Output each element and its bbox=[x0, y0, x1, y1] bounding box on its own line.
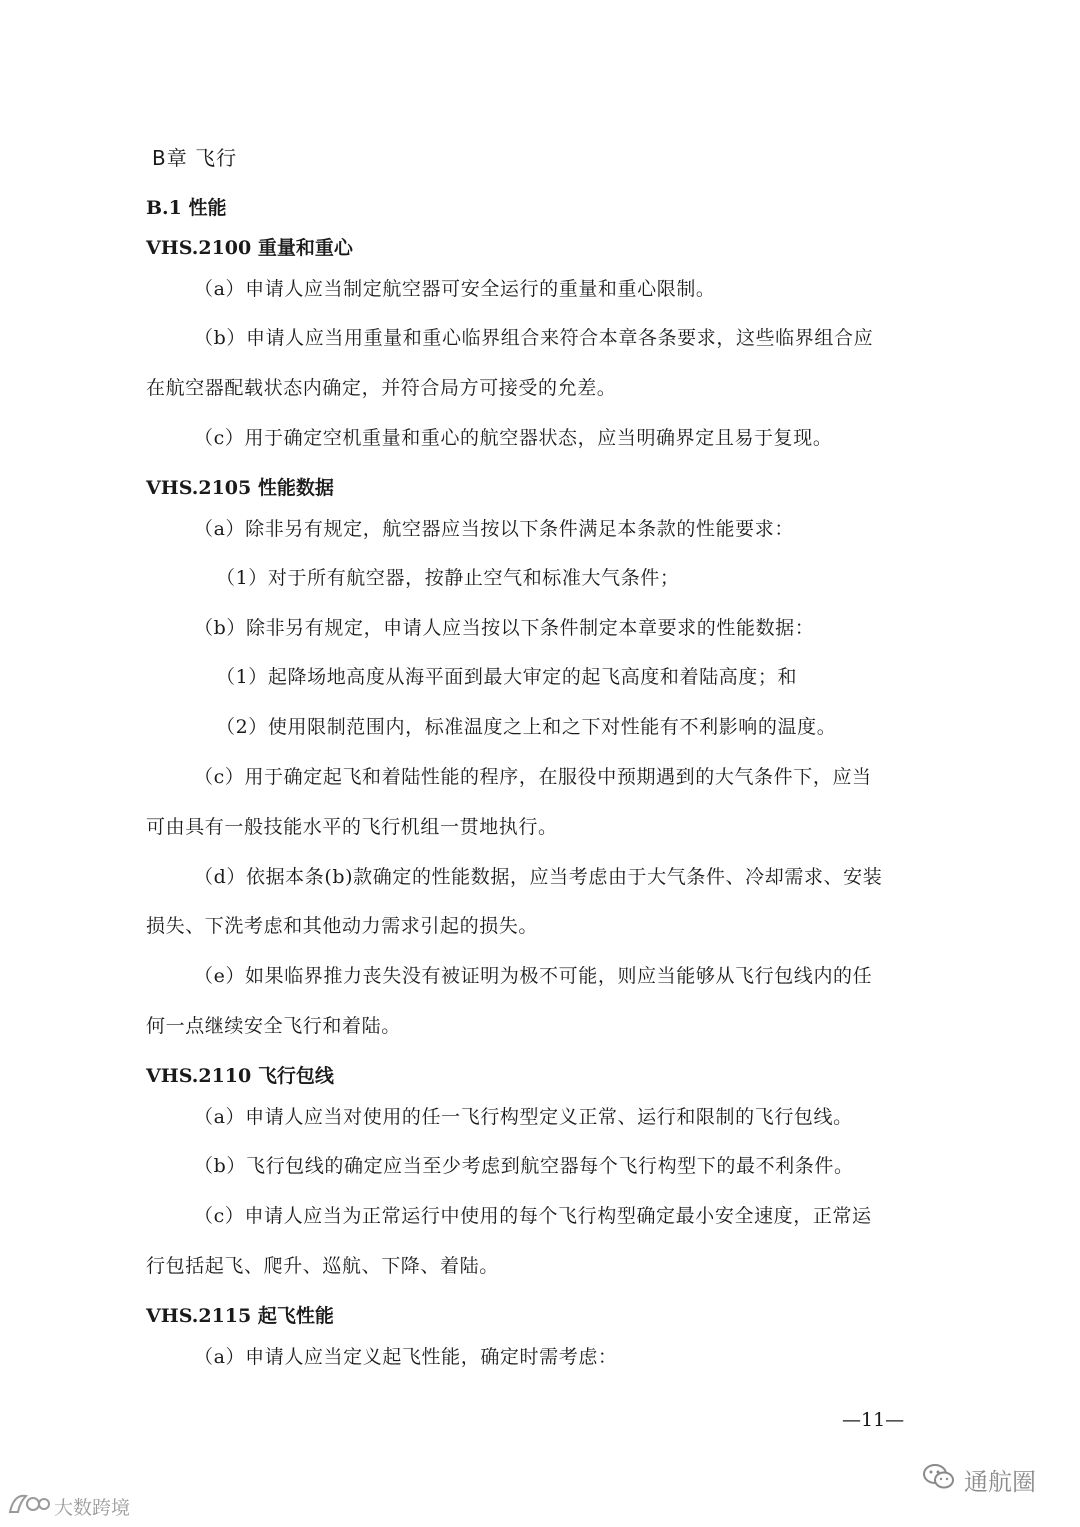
paragraph: （a）申请人应当定义起飞性能，确定时需考虑： bbox=[194, 1346, 618, 1368]
sub-item: （1）对于所有航空器，按静止空气和标准大气条件； bbox=[216, 567, 680, 589]
wechat-icon bbox=[922, 1463, 956, 1497]
sub-item: （1）起降场地高度从海平面到最大审定的起飞高度和着陆高度；和 bbox=[216, 666, 798, 688]
watermark-right-text: 通航圈 bbox=[964, 1468, 1036, 1496]
page-number: —11— bbox=[842, 1409, 905, 1431]
paragraph: （a）除非另有规定，航空器应当按以下条件满足本条款的性能要求： bbox=[194, 518, 794, 540]
paragraph-continuation: 行包括起飞、爬升、巡航、下降、着陆。 bbox=[146, 1255, 499, 1277]
clause-heading: VHS.2105 性能数据 bbox=[146, 477, 334, 499]
clause-heading: VHS.2115 起飞性能 bbox=[146, 1305, 334, 1327]
watermark-right bbox=[922, 1462, 1036, 1497]
brand-logo-icon bbox=[6, 1490, 50, 1523]
paragraph: （b）申请人应当用重量和重心临界组合来符合本章各条要求，这些临界组合应 bbox=[194, 327, 874, 349]
paragraph: （b）飞行包线的确定应当至少考虑到航空器每个飞行构型下的最不利条件。 bbox=[194, 1155, 854, 1177]
paragraph: （c）申请人应当为正常运行中使用的每个飞行构型确定最小安全速度，正常运 bbox=[194, 1205, 872, 1227]
paragraph-continuation: 可由具有一般技能水平的飞行机组一贯地执行。 bbox=[146, 816, 558, 838]
clause-heading: VHS.2100 重量和重心 bbox=[146, 237, 353, 259]
paragraph: （c）用于确定空机重量和重心的航空器状态，应当明确界定且易于复现。 bbox=[194, 427, 833, 449]
paragraph-continuation: 损失、下洗考虑和其他动力需求引起的损失。 bbox=[146, 915, 539, 937]
paragraph: （c）用于确定起飞和着陆性能的程序，在服役中预期遇到的大气条件下，应当 bbox=[194, 766, 872, 788]
paragraph: （d）依据本条(b)款确定的性能数据，应当考虑由于大气条件、冷却需求、安装 bbox=[194, 866, 883, 888]
clause-heading: VHS.2110 飞行包线 bbox=[146, 1065, 334, 1087]
paragraph: （b）除非另有规定，申请人应当按以下条件制定本章要求的性能数据： bbox=[194, 617, 815, 639]
paragraph: （a）申请人应当制定航空器可安全运行的重量和重心限制。 bbox=[194, 278, 716, 300]
chapter-title: B章 飞行 bbox=[152, 146, 238, 170]
paragraph-continuation: 在航空器配载状态内确定，并符合局方可接受的允差。 bbox=[146, 377, 617, 399]
paragraph: （a）申请人应当对使用的任一飞行构型定义正常、运行和限制的飞行包线。 bbox=[194, 1106, 853, 1128]
section-title: B.1 性能 bbox=[146, 197, 227, 219]
paragraph-continuation: 何一点继续安全飞行和着陆。 bbox=[146, 1015, 401, 1037]
paragraph: （e）如果临界推力丧失没有被证明为极不可能，则应当能够从飞行包线内的任 bbox=[194, 965, 873, 987]
watermark-left bbox=[6, 1490, 130, 1523]
watermark-left-text: 大数跨境 bbox=[54, 1497, 131, 1519]
sub-item: （2）使用限制范围内，标准温度之上和之下对性能有不利影响的温度。 bbox=[216, 716, 837, 738]
